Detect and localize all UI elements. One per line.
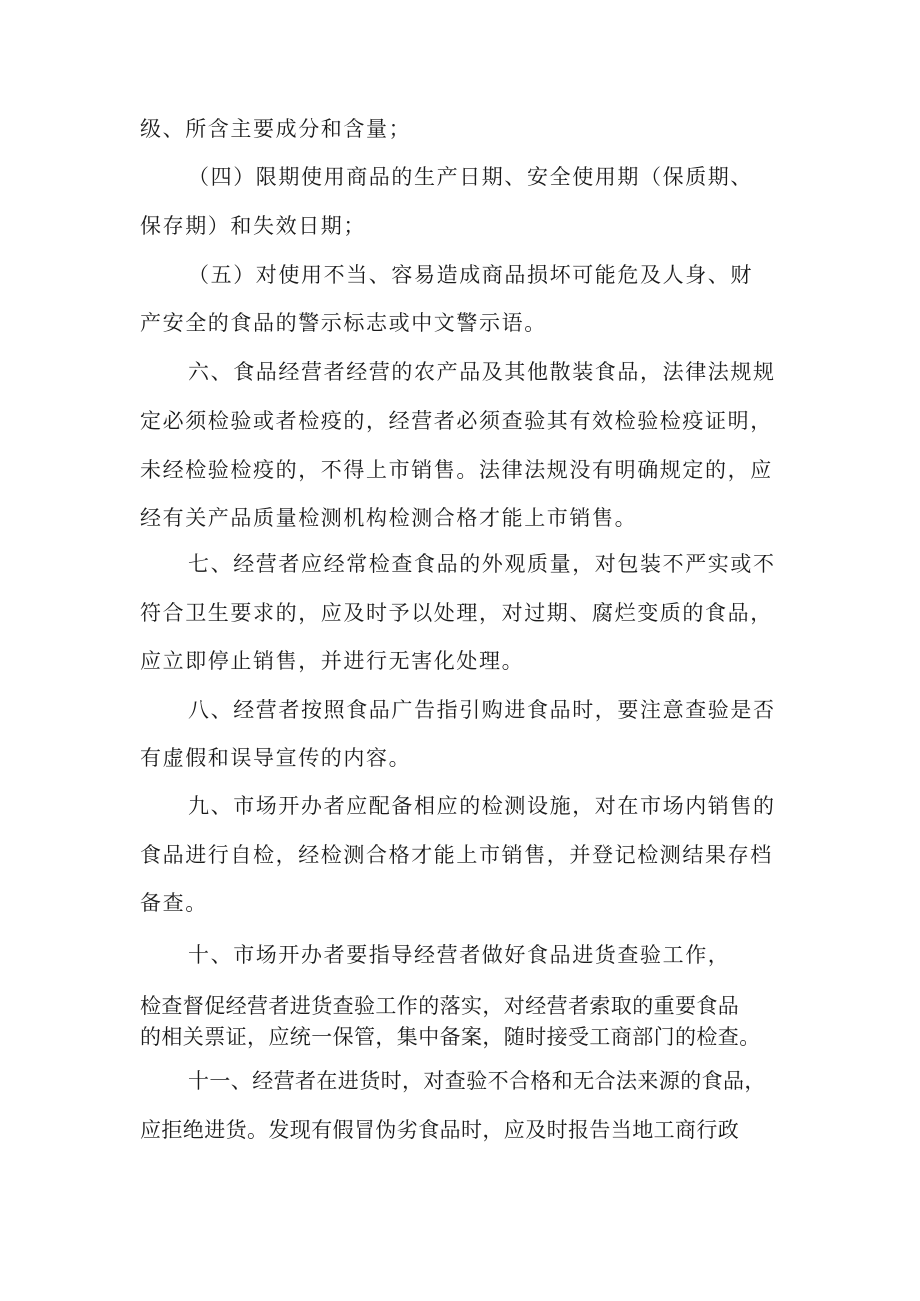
text-line: 十、市场开办者要指导经营者做好食品进货查验工作， (188, 943, 731, 967)
text-line: （五）对使用不当、容易造成商品损坏可能危及人身、财 (188, 263, 753, 287)
text-line: 的相关票证，应统一保管，集中备案，随时接受工商部门的检查。 (140, 1025, 761, 1049)
text-line: 十一、经营者在进货时，对查验不合格和无合法来源的食品， (188, 1069, 766, 1093)
text-line: 七、经营者应经常检查食品的外观质量，对包装不严实或不 (188, 552, 776, 576)
text-line: 有虚假和误导宣传的内容。 (140, 746, 412, 770)
text-line: 经有关产品质量检测机构检测合格才能上市销售。 (140, 506, 638, 530)
text-line: 应立即停止销售，并进行无害化处理。 (140, 649, 525, 673)
text-line: 符合卫生要求的，应及时予以处理，对过期、腐烂变质的食品， (140, 601, 773, 625)
text-line: 六、食品经营者经营的农产品及其他散装食品，法律法规规 (188, 360, 776, 384)
text-line: 未经检验检疫的，不得上市销售。法律法规没有明确规定的，应 (140, 458, 773, 482)
text-line: 产安全的食品的警示标志或中文警示语。 (140, 311, 547, 335)
text-line: 九、市场开办者应配备相应的检测设施，对在市场内销售的 (188, 794, 776, 818)
text-line: （四）限期使用商品的生产日期、安全使用期（保质期、 (188, 165, 753, 189)
text-line: 检查督促经营者进货查验工作的落实，对经营者索取的重要食品 (140, 994, 740, 1018)
text-line: 定必须检验或者检疫的，经营者必须查验其有效检验检疫证明， (140, 409, 773, 433)
text-line: 备查。 (140, 891, 208, 915)
text-line: 保存期）和失效日期； (140, 214, 366, 238)
text-line: 级、所含主要成分和含量； (140, 117, 412, 141)
text-line: 八、经营者按照食品广告指引购进食品时，要注意查验是否 (188, 698, 776, 722)
text-line: 应拒绝进货。发现有假冒伪劣食品时，应及时报告当地工商行政 (140, 1118, 740, 1142)
text-line: 食品进行自检，经检测合格才能上市销售，并登记检测结果存档 (140, 843, 773, 867)
